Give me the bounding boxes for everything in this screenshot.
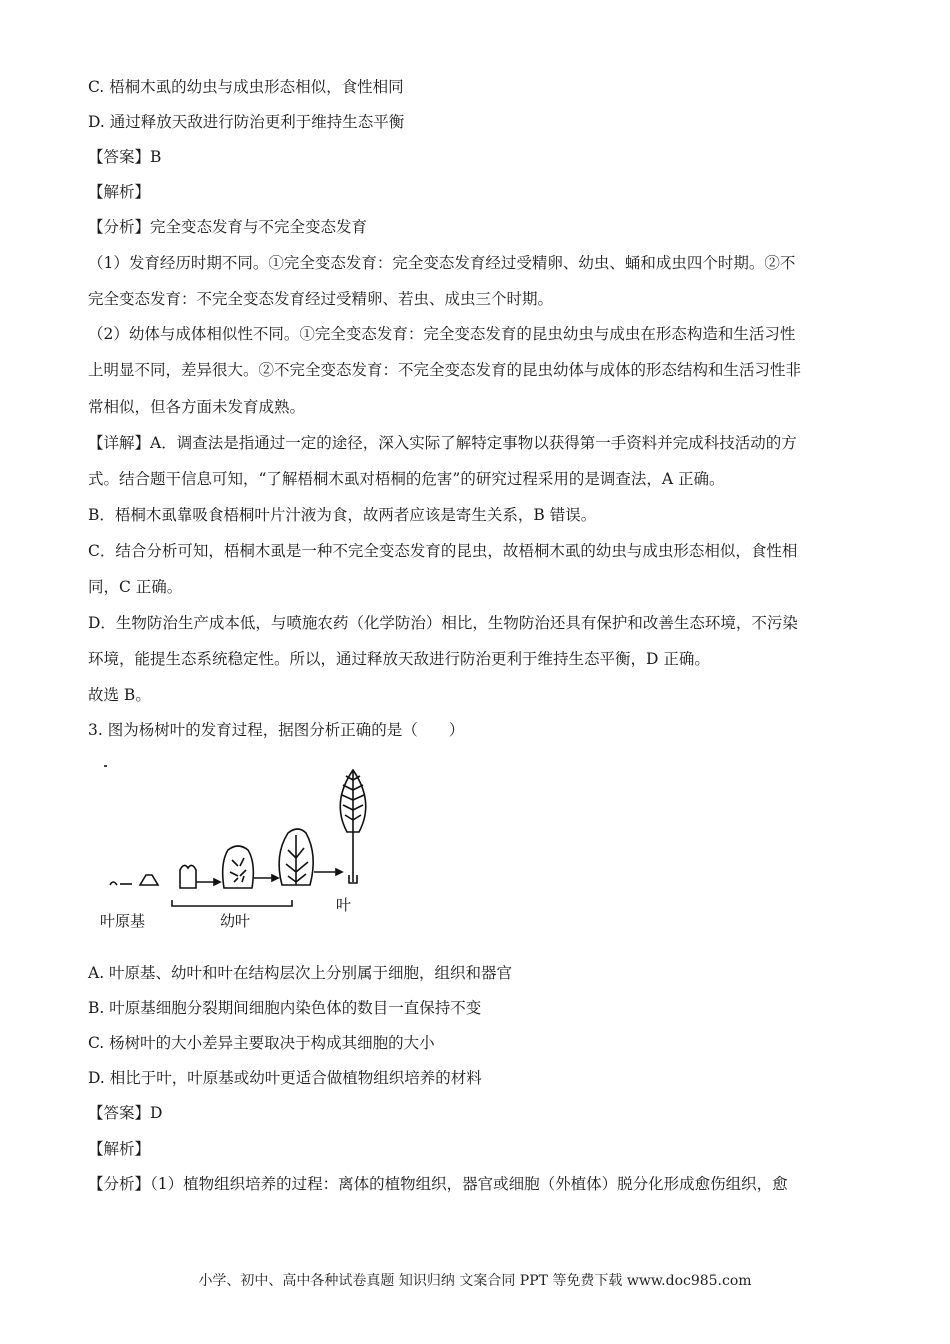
option-a: A. 叶原基、幼叶和叶在结构层次上分别属于细胞，组织和器官 — [88, 964, 513, 982]
text-line: 同，C 正确。 — [88, 578, 183, 596]
page-footer: 小学、初中、高中各种试卷真题 知识归纳 文案合同 PPT 等免费下载 www.doc985.com — [198, 1273, 752, 1289]
text-line: C. 梧桐木虱的幼虫与成虫形态相似，食性相同 — [88, 78, 404, 96]
answer-label: 【答案】D — [88, 1104, 163, 1122]
text-line: D. 通过释放天敌进行防治更利于维持生态平衡 — [88, 113, 405, 131]
text-line: D．生物防治生产成本低，与喷施农药（化学防治）相比，生物防治还具有保护和改善生态环境，不污染 — [88, 614, 798, 632]
text-line: 式。结合题干信息可知，“了解梧桐木虱对梧桐的危害”的研究过程采用的是调查法，A 正确。 — [88, 470, 725, 488]
text-line: 完全变态发育：不完全变态发育经过受精卵、若虫、成虫三个时期。 — [88, 290, 554, 308]
text-line: 【详解】A．调查法是指通过一定的途径，深入实际了解特定事物以获得第一手资料并完成科技活动的方 — [88, 434, 797, 452]
answer-label: 【答案】B — [88, 148, 162, 166]
text-line: 【分析】（1）植物组织培养的过程：离体的植物组织，器官或细胞（外植体）脱分化形成愈伤组织，愈 — [88, 1175, 788, 1193]
text-line: B．梧桐木虱靠吸食梧桐叶片汁液为食，故两者应该是寄生关系，B 错误。 — [88, 506, 597, 524]
analysis-label: 【解析】 — [88, 183, 151, 201]
text-line: 【分析】完全变态发育与不完全变态发育 — [88, 218, 368, 236]
option-d: D. 相比于叶，叶原基或幼叶更适合做植物组织培养的材料 — [88, 1069, 482, 1087]
text-line: 环境，能提生态系统稳定性。所以，通过释放天敌进行防治更利于维持生态平衡，D 正确。 — [88, 650, 710, 668]
text-line: （2）幼体与成体相似性不同。①完全变态发育：完全变态发育的昆虫幼虫与成虫在形态构造和生活习性 — [88, 325, 796, 343]
text-line: 常相似，但各方面未发育成熟。 — [88, 398, 306, 416]
leaf-development-figure — [100, 760, 380, 940]
option-b: B. 叶原基细胞分裂期间细胞内染色体的数目一直保持不变 — [88, 999, 482, 1017]
question-stem: 3. 图为杨树叶的发育过程，据图分析正确的是（ ） — [88, 721, 465, 739]
label-leaf: 叶 — [336, 896, 352, 914]
analysis-label: 【解析】 — [88, 1140, 151, 1158]
text-line: 上明显不同，差异很大。②不完全变态发育：不完全变态发育的昆虫幼体与成体的形态结构和生活习性非 — [88, 361, 802, 379]
label-leaf-primordium: 叶原基 — [100, 912, 146, 930]
text-line: 故选 B。 — [88, 686, 151, 704]
text-line: （1）发育经历时期不同。①完全变态发育：完全变态发育经过受精卵、幼虫、蛹和成虫四个时期。②不 — [88, 254, 796, 272]
text-line: C．结合分析可知，梧桐木虱是一种不完全变态发育的昆虫，故梧桐木虱的幼虫与成虫形态相似，食性相 — [88, 542, 798, 560]
option-c: C. 杨树叶的大小差异主要取决于构成其细胞的大小 — [88, 1034, 435, 1052]
label-young-leaf: 幼叶 — [220, 912, 251, 930]
